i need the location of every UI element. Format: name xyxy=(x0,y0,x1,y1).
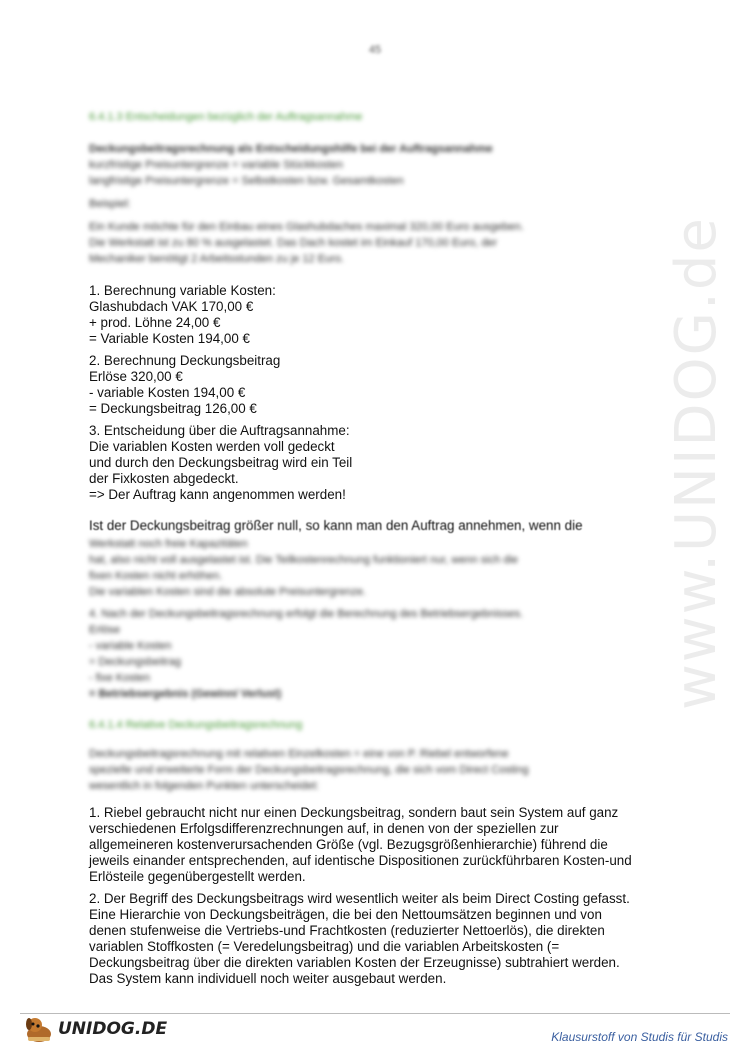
relative-intro xyxy=(89,746,649,794)
section-heading: 6.4.1.3 Entscheidungen bezüglich der Auftragsannahme xyxy=(89,111,363,123)
logo-text: UNIDOG.DE xyxy=(58,1019,168,1039)
example-line: Ein Kunde möchte für den Einbau eines Glashubdaches maximal 320,00 Euro ausgeben. xyxy=(89,221,524,233)
riebel-line: denen stufenweise die Vertriebs-und Frachtkosten (reduzierter Nettoerlös), die direkten xyxy=(89,923,605,938)
example-line: Die Werkstatt ist zu 80 % ausgelastet. Das Dach kostet im Einkauf 170,00 Euro, der xyxy=(89,237,498,249)
intro-line: langfristige Preisuntergrenze = Selbstkosten bzw. Gesamtkosten xyxy=(89,175,404,187)
condition-line: fixen Kosten nicht erhöhen. xyxy=(89,570,223,582)
riebel-line: Erlösteile gegenübergestellt werden. xyxy=(89,869,306,884)
intro-line: kurzfristige Preisuntergrenze = variable Stückkosten xyxy=(89,159,344,171)
calc-line: 2. Berechnung Deckungsbeitrag xyxy=(89,353,281,368)
riebel-line: Das System kann individuell noch weiter ausgebaut werden. xyxy=(89,971,447,986)
calc-line: = Variable Kosten 194,00 € xyxy=(89,331,250,346)
riebel-line: jeweils einander entsprechenden, auf identische Dispositionen zurückführbaren Kosten-und xyxy=(89,853,632,868)
example-label: Beispiel: xyxy=(89,198,131,210)
point4-line: 4. Nach der Deckungsbeitragsrechnung erfolgt die Berechnung des Betriebsergebnisses. xyxy=(89,608,524,620)
intro-block xyxy=(89,141,649,189)
riebel-line: Deckungsbeitrag über die direkten variablen Kosten der Erzeugnisse) subtrahiert werden. xyxy=(89,955,620,970)
point4-block xyxy=(89,606,649,702)
calc-line: => Der Auftrag kann angenommen werden! xyxy=(89,487,346,502)
calculation-block xyxy=(89,283,352,503)
relative-intro-line: Deckungsbeitragsrechnung mit relativen Einzelkosten = eine von P. Riebel entworfene xyxy=(89,748,509,760)
point4-result: = Betriebsergebnis (Gewinn/ Verlust) xyxy=(89,688,282,700)
example-line: Mechaniker benötigt 2 Arbeitsstunden zu je 12 Euro. xyxy=(89,253,344,265)
condition-line: hat, also nicht voll ausgelastet ist. Die Teilkostenrechnung funktioniert nur, wenn sich die xyxy=(89,554,519,566)
calc-line: 3. Entscheidung über die Auftragsannahme: xyxy=(89,423,350,438)
condition-line: Die variablen Kosten sind die absolute Preisuntergrenze. xyxy=(89,586,366,598)
calc-line: Erlöse 320,00 € xyxy=(89,369,183,384)
calc-line: = Deckungsbeitrag 126,00 € xyxy=(89,401,257,416)
unidog-logo[interactable] xyxy=(22,1014,167,1044)
page-number: 45 xyxy=(368,44,382,56)
condition-text xyxy=(89,536,649,600)
riebel-points xyxy=(89,805,632,987)
riebel-line: verschiedenen Erfolgsdifferenzrechnungen auf, in denen von der speziellen zur xyxy=(89,821,559,836)
relative-intro-line: wesentlich in folgenden Punkten unterscheidet: xyxy=(89,780,319,792)
relative-intro-line: spezielle und erweiterte Form der Deckungsbeitragsrechnung, die sich vom Direct Costing xyxy=(89,764,529,776)
riebel-line: Eine Hierarchie von Deckungsbeiträgen, die bei den Nettoumsätzen beginnen und von xyxy=(89,907,602,922)
calc-line: der Fixkosten abgedeckt. xyxy=(89,471,239,486)
calc-line: und durch den Deckungsbeitrag wird ein Teil xyxy=(89,455,353,470)
calc-line: - variable Kosten 194,00 € xyxy=(89,385,246,400)
riebel-line: allgemeineren kostenverursachenden Größe (vgl. Bezugsgrößenhierarchie) führend die xyxy=(89,837,608,852)
riebel-line: 1. Riebel gebraucht nicht nur einen Deckungsbeitrag, sondern baut sein System auf ganz xyxy=(89,805,619,820)
dog-mascot-icon xyxy=(22,1014,56,1044)
footer-tagline: Klausurstoff von Studis für Studis xyxy=(551,1030,728,1044)
condition-line: Werkstatt noch freie Kapazitäten xyxy=(89,538,248,550)
point4-line: - variable Kosten xyxy=(89,640,172,652)
example-text xyxy=(89,219,649,267)
intro-title: Deckungsbeitragsrechnung als Entscheidungshilfe bei der Auftragsannahme xyxy=(89,143,493,155)
point4-line: = Deckungsbeitrag xyxy=(89,656,182,668)
calc-line: Glashubdach VAK 170,00 € xyxy=(89,299,254,314)
point4-line: - fixe Kosten xyxy=(89,672,151,684)
watermark: www.UNIDOG.de xyxy=(664,216,729,710)
calc-line: Die variablen Kosten werden voll gedeckt xyxy=(89,439,335,454)
calc-line: 1. Berechnung variable Kosten: xyxy=(89,283,276,298)
riebel-line: 2. Der Begriff des Deckungsbeitrags wird wesentlich weiter als beim Direct Costing gefasst. xyxy=(89,891,630,906)
calc-line: + prod. Löhne 24,00 € xyxy=(89,315,221,330)
section-heading: 6.4.1.4 Relative Deckungsbeitragsrechnung xyxy=(89,719,303,731)
point4-line: Erlöse xyxy=(89,624,121,636)
condition-first-line: Ist der Deckungsbeitrag größer null, so kann man den Auftrag annehmen, wenn die xyxy=(89,518,583,533)
riebel-line: variablen Stoffkosten (= Veredelungsbeitrag) und die variablen Arbeitskosten (= xyxy=(89,939,560,954)
